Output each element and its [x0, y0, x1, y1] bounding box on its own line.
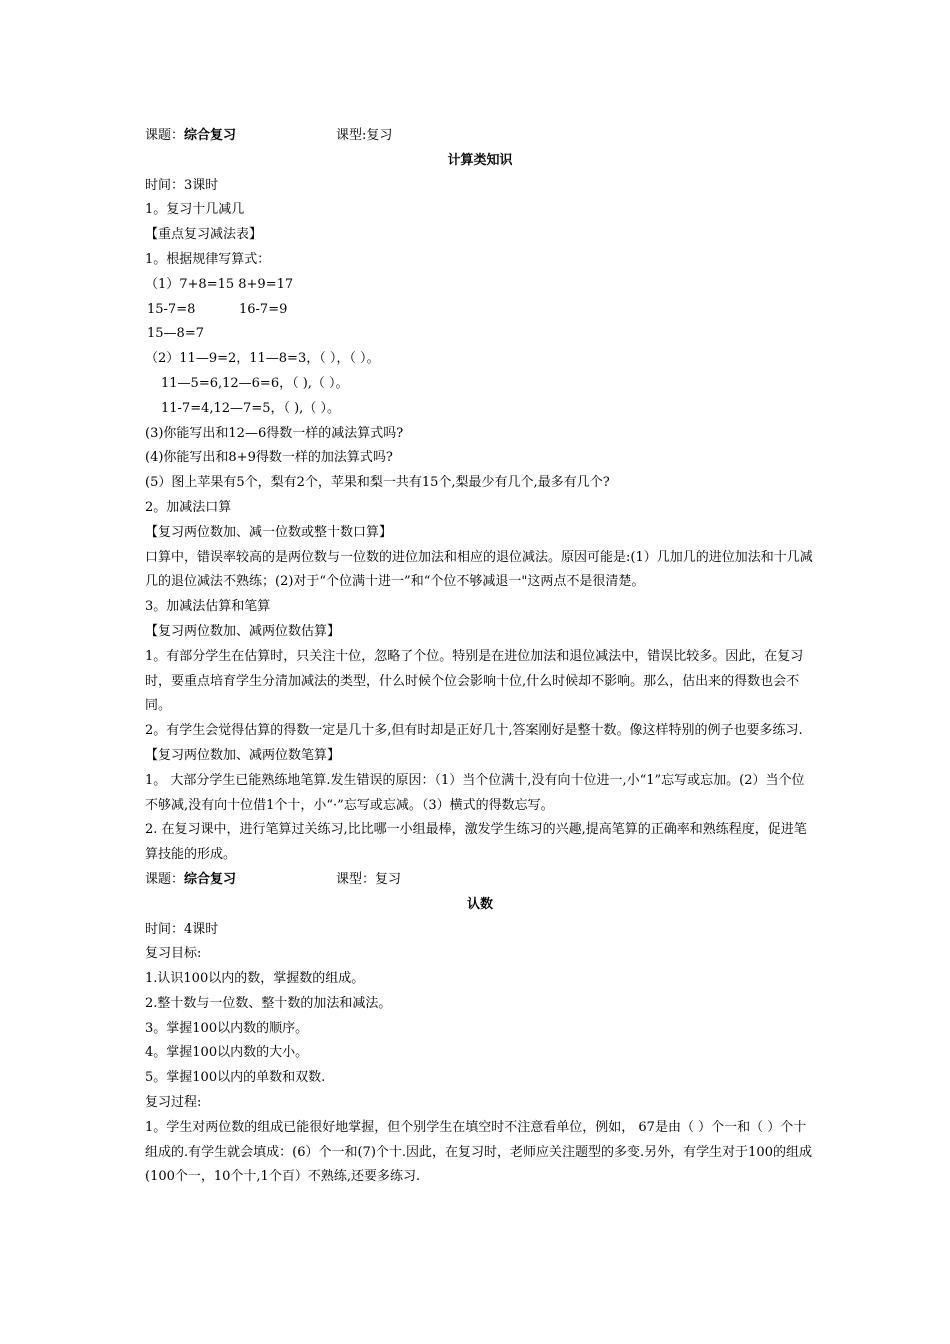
text-line: 3。加减法估算和笔算 [145, 599, 271, 615]
lesson-time-1: 时间：3课时 [145, 177, 219, 193]
paragraph: 2. 在复习课中，进行笔算过关练习,比比哪一小组最棒，激发学生练习的兴趣,提高笔算的正确率和熟练程度，促进笔算技能的形成。 [145, 822, 807, 863]
text-line: 复习目标: [145, 946, 202, 962]
lesson-type: 课型:复习 [336, 128, 393, 143]
text-line: (5）图上苹果有5个，梨有2个，苹果和梨一共有15个,梨最少有几个,最多有几个? [145, 475, 610, 491]
lesson-header-2 [145, 868, 815, 893]
text-line: 【复习两位数加、减两位数笔算】 [145, 747, 341, 763]
text-line: 11-7=4,12—7=5，（ ),（ ）。 [161, 400, 340, 416]
text-line: 复习过程: [145, 1095, 202, 1111]
text-line: 4。掌握100以内数的大小。 [145, 1045, 309, 1061]
paragraph: 1。有部分学生在估算时，只关注十位，忽略了个位。特别是在进位加法和退位减法中，错误比较多。因此，在复习时，要重点培育学生分清加减法的类型，什么时候个位会影响十位,什么时候却不影响。那么，估出来的得数也会不同。 [145, 648, 804, 714]
equation: 15-7=8 [147, 301, 196, 317]
text-line: （1）7+8=15 8+9=17 [145, 276, 294, 292]
text-line: 15—8=7 [147, 326, 204, 342]
paragraph: 2。有学生会觉得估算的得数一定是几十多,但有时却是正好几十,答案刚好是整十数。像这样特别的例子也要多练习. [145, 723, 803, 739]
text-line: 5。掌握100以内的单数和双数. [145, 1070, 326, 1086]
text-line: 1.认识100以内的数，掌握数的组成。 [145, 971, 365, 987]
text-line: 3。掌握100以内数的顺序。 [145, 1020, 309, 1036]
text-line: 2.整十数与一位数、整十数的加法和减法。 [145, 995, 392, 1011]
topic-label: 课题： [145, 128, 185, 143]
equation: 16-7=9 [239, 301, 288, 317]
section-heading-numbers: 认数 [466, 896, 493, 912]
text-line [145, 298, 815, 323]
section-heading-calc: 计算类知识 [447, 152, 513, 168]
text-line: 1。复习十几减几 [145, 202, 245, 218]
text-line: (4)你能写出和8+9得数一样的加法算式吗? [145, 450, 393, 466]
topic-value: 综合复习 [184, 128, 237, 143]
lesson-header-1 [145, 124, 815, 149]
text-line: (3)你能写出和12—6得数一样的减法算式吗? [145, 425, 404, 441]
lesson-time-2: 时间：4课时 [145, 921, 219, 937]
paragraph: 1。学生对两位数的组成已能很好地掌握，但个别学生在填空时不注意看单位，例如， 67是由（ ）个一和（ ）个十组成的.有学生就会填成：(6）个一和(7)个十.因此，在复习时，老师应关注题型的多变.另外，有学生对于100的组成(100个一，10个十,1个百）不熟练,还要多练习. [145, 1119, 812, 1185]
topic-value: 综合复习 [184, 871, 237, 887]
text-line: 1。根据规律写算式： [145, 251, 271, 267]
text-line: 【重点复习减法表】 [145, 227, 263, 243]
text-line: 【复习两位数加、减一位数或整十数口算】 [145, 524, 393, 540]
document-page [145, 124, 815, 1190]
lesson-type: 课型：复习 [336, 871, 402, 887]
paragraph: 1。 大部分学生已能熟练地笔算.发生错误的原因：（1）当个位满十,没有向十位进一,小“1”忘写或忘加。(2）当个位不够减,没有向十位借1个十，小“·”忘写或忘减。（3）横式的得数忘写。 [145, 772, 805, 813]
topic-label: 课题： [145, 871, 185, 887]
text-line: 2。加减法口算 [145, 499, 232, 515]
text-line: 【复习两位数加、减两位数估算】 [145, 623, 341, 639]
text-line: （2）11—9=2，11—8=3，（ ），（ ）。 [145, 351, 380, 367]
text-line: 11—5=6,12—6=6，（ ),（ ）。 [161, 375, 349, 391]
paragraph: 口算中，错误率较高的是两位数与一位数的进位加法和相应的退位减法。原因可能是:(1）几加几的进位加法和十几减几的退位减法不熟练；(2)对于“个位满十进一”和“个位不够减退一"这两点不是很清楚。 [145, 549, 813, 590]
